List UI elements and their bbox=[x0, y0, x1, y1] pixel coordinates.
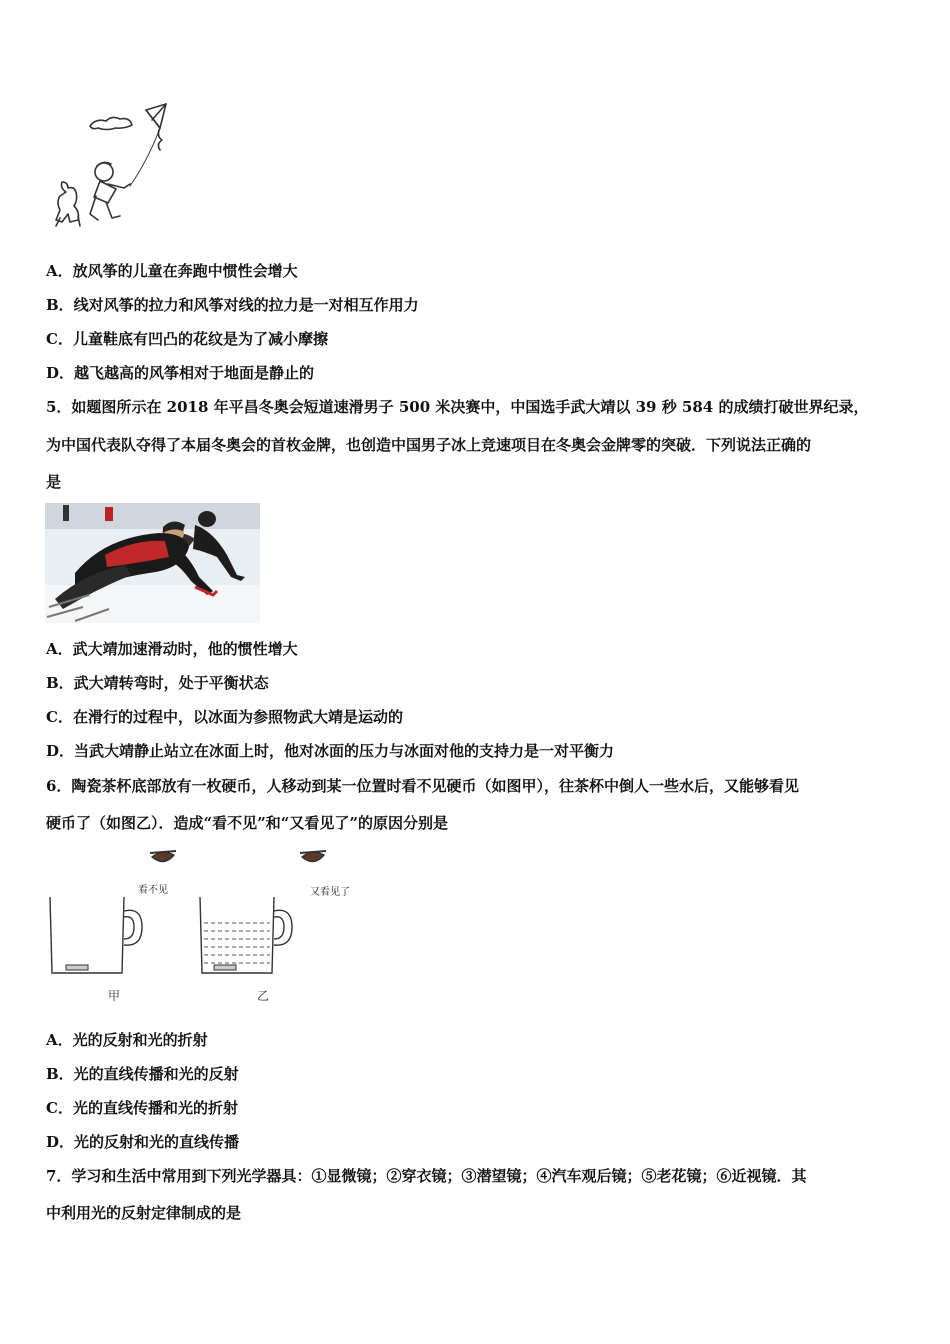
caption-cannot-see: 看不见 bbox=[138, 885, 168, 896]
q4-option-a: A．放风筝的儿童在奔跑中惯性会增大 bbox=[46, 262, 298, 280]
caption-see-again: 又看见了 bbox=[310, 887, 350, 898]
eye-icon bbox=[302, 852, 324, 861]
label-yi: 乙 bbox=[257, 989, 270, 1003]
q6-option-c: C．光的直线传播和光的折射 bbox=[46, 1099, 238, 1117]
q6-option-b: B．光的直线传播和光的反射 bbox=[46, 1065, 239, 1083]
q5-stem-line-1: 5．如题图所示在 2018 年平昌冬奥会短道速滑男子 500 米决赛中，中国选手武大靖以 39 秒 584 的成绩打破世界纪录， bbox=[46, 398, 869, 416]
q4-option-b: B．线对风筝的拉力和风筝对线的拉力是一对相互作用力 bbox=[46, 296, 419, 314]
speed-skating-photo bbox=[45, 503, 260, 623]
q5-stem-line-3: 是 bbox=[46, 473, 62, 491]
q6-stem-line-1: 6．陶瓷茶杯底部放有一枚硬币，人移动到某一位置时看不见硬币（如图甲），往茶杯中倒人一些水后，又能够看见 bbox=[46, 777, 799, 795]
cup-coin-figure bbox=[44, 845, 364, 1010]
q4-option-c: C．儿童鞋底有凹凸的花纹是为了减小摩擦 bbox=[46, 330, 328, 348]
q7-stem-line-2: 中利用光的反射定律制成的是 bbox=[46, 1204, 242, 1222]
q6-option-a: A．光的反射和光的折射 bbox=[46, 1031, 208, 1049]
q4-option-d: D．越飞越高的风筝相对于地面是静止的 bbox=[46, 364, 315, 382]
kite-child-figure bbox=[48, 100, 173, 235]
q5-option-b: B．武大靖转弯时，处于平衡状态 bbox=[46, 674, 269, 692]
q5-option-c: C．在滑行的过程中，以冰面为参照物武大靖是运动的 bbox=[46, 708, 403, 726]
q6-option-d: D．光的反射和光的直线传播 bbox=[46, 1133, 240, 1151]
q6-stem-line-2: 硬币了（如图乙）．造成“看不见”和“又看见了”的原因分别是 bbox=[46, 814, 449, 832]
q7-stem-line-1: 7．学习和生活中常用到下列光学器具：①显微镜；②穿衣镜；③潜望镜；④汽车观后镜；⑤老花镜；⑥近视镜．其 bbox=[46, 1167, 807, 1185]
q5-stem-line-2: 为中国代表队夺得了本届冬奥会的首枚金牌，也创造中国男子冰上竞速项目在冬奥会金牌零的突破．下列说法正确的 bbox=[46, 436, 812, 454]
q5-option-a: A．武大靖加速滑动时，他的惯性增大 bbox=[46, 640, 298, 658]
q5-option-d: D．当武大靖静止站立在冰面上时，他对冰面的压力与冰面对他的支持力是一对平衡力 bbox=[46, 742, 615, 760]
eye-icon bbox=[152, 852, 174, 861]
label-jia: 甲 bbox=[108, 989, 121, 1003]
